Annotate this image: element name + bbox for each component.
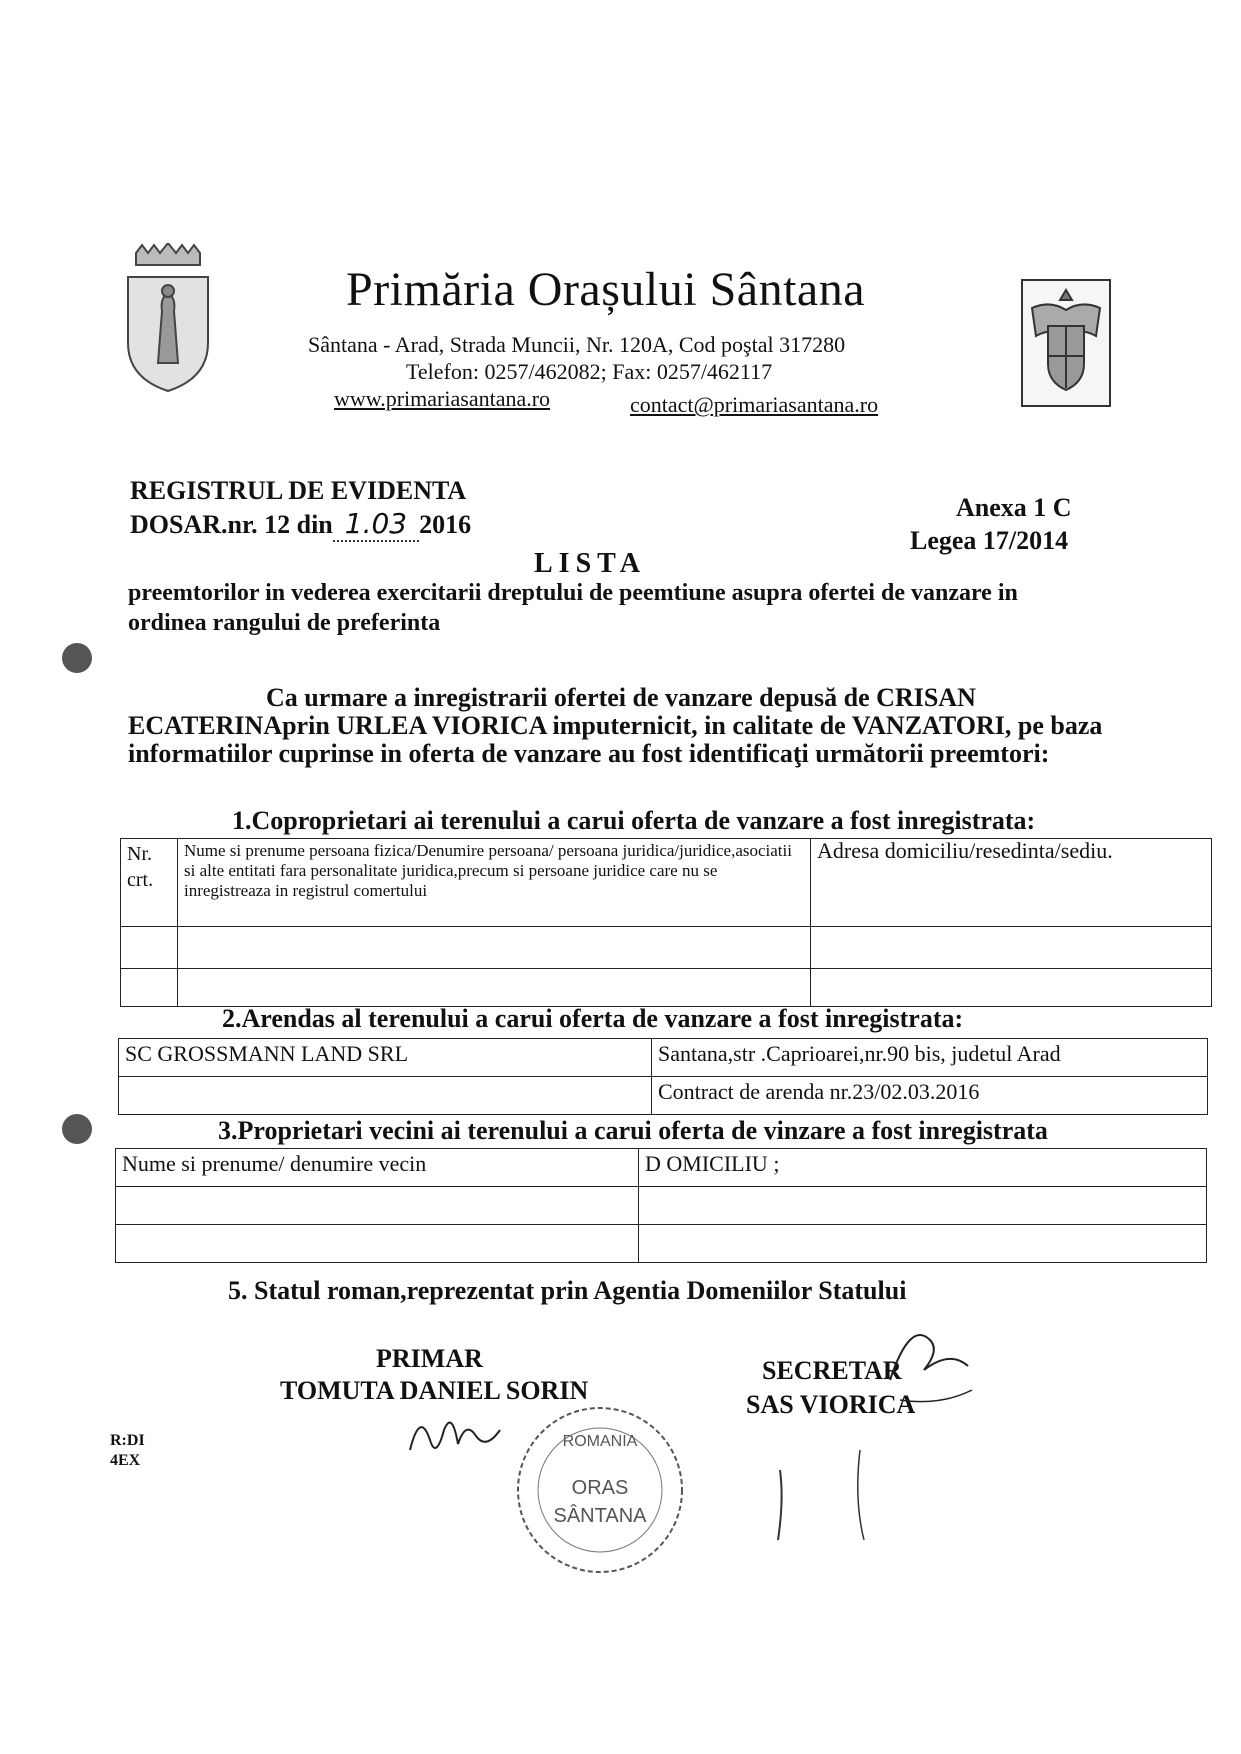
mayor-name: TOMUTA DANIEL SORIN [280, 1376, 589, 1405]
dossier-year: 2016 [419, 510, 472, 539]
tenant-table [118, 1038, 1208, 1115]
neighbors-table [115, 1148, 1207, 1263]
section5-title: 5. Statul roman,reprezentat prin Agentia Domeniilor Statului [228, 1276, 907, 1305]
tenant-address: Santana,str .Caprioarei,nr.90 bis, judetul Arad [652, 1039, 1208, 1077]
punch-hole [62, 1114, 92, 1144]
col-nr-crt: Nr. crt. [121, 839, 178, 927]
col-address: Adresa domiciliu/resedinta/sediu. [811, 839, 1212, 927]
annex-label: Anexa 1 C [956, 493, 1072, 522]
dossier-number [130, 507, 471, 540]
secretary-name: SAS VIORICA [746, 1390, 916, 1419]
institution-phone-fax: Telefon: 0257/462082; Fax: 0257/462117 [406, 359, 773, 384]
section1-title: 1.Coproprietari ai terenului a carui oferta de vanzare a fost inregistrata: [232, 806, 1036, 835]
list-title: LISTA [534, 548, 646, 579]
table-cell [121, 969, 178, 1007]
mayor-signature-icon [400, 1400, 510, 1470]
table-cell [639, 1225, 1207, 1263]
table-cell [116, 1187, 639, 1225]
secretary-signature-icon [880, 1310, 980, 1420]
list-subtitle: preemtorilor in vederea exercitarii dreptului de peemtiune asupra ofertei de vanzare in ordinea rangului de preferinta [128, 580, 1018, 636]
section2-title: 2.Arendas al terenului a carui oferta de vanzare a fost inregistrata: [222, 1004, 964, 1033]
col-name-entity: Nume si prenume persoana fizica/Denumire persoana/ persoana juridica/juridice,asociatii si alte entitati fara personalitate juridica,precum si persoane juridice care nu se inregistreaza in registrul comertului [178, 839, 811, 927]
official-stamp-icon [510, 1400, 690, 1580]
table-cell [178, 927, 811, 969]
col-domicile: D OMICILIU ; [639, 1149, 1207, 1187]
punch-hole [62, 643, 92, 673]
institution-address: Sântana - Arad, Strada Muncii, Nr. 120A, Cod poştal 317280 [308, 332, 846, 357]
stamp-text-city: SÂNTANA [553, 1505, 647, 1527]
romania-coat-of-arms-icon [1020, 278, 1112, 408]
reference-code: R:DI [110, 1432, 145, 1449]
table-cell [121, 927, 178, 969]
table-cell [116, 1225, 639, 1263]
table-cell [119, 1077, 652, 1115]
copies-count: 4EX [110, 1452, 141, 1469]
dossier-date-handwritten: 1.03 [333, 507, 419, 542]
tenant-name: SC GROSSMANN LAND SRL [119, 1039, 652, 1077]
col-neighbor-name: Nume si prenume/ denumire vecin [116, 1149, 639, 1187]
signature-strokes-icon [760, 1440, 880, 1560]
institution-email-link[interactable]: contact@primariasantana.ro [630, 392, 879, 417]
institution-title: Primăria Orașului Sântana [346, 263, 866, 316]
secretary-role: SECRETAR [762, 1356, 902, 1385]
register-heading: REGISTRUL DE EVIDENTA [130, 476, 467, 505]
stamp-text-country: ROMANIA [562, 1433, 638, 1450]
table-cell [811, 969, 1212, 1007]
stamp-text-city-type: ORAS [571, 1477, 629, 1499]
dossier-prefix: DOSAR.nr. 12 din [130, 510, 333, 539]
intro-paragraph: Ca urmare a inregistrarii ofertei de vanzare depusă de CRISAN ECATERINAprin URLEA VIORICA imputernicit, in calitate de VANZATORI, pe baza informatiilor cuprinse in oferta de vanzare au fost identificaţi următorii preemtori: [128, 683, 1103, 768]
coowners-table [120, 838, 1212, 1007]
law-reference: Legea 17/2014 [910, 526, 1069, 555]
lease-contract: Contract de arenda nr.23/02.03.2016 [652, 1077, 1208, 1115]
table-cell [639, 1187, 1207, 1225]
mayor-role: PRIMAR [376, 1344, 483, 1373]
santana-coat-of-arms-icon [118, 243, 218, 393]
table-cell [811, 927, 1212, 969]
section3-title: 3.Proprietari vecini ai terenului a carui oferta de vinzare a fost inregistrata [218, 1116, 1048, 1145]
institution-website-link[interactable]: www.primariasantana.ro [334, 386, 551, 411]
table-cell [178, 969, 811, 1007]
